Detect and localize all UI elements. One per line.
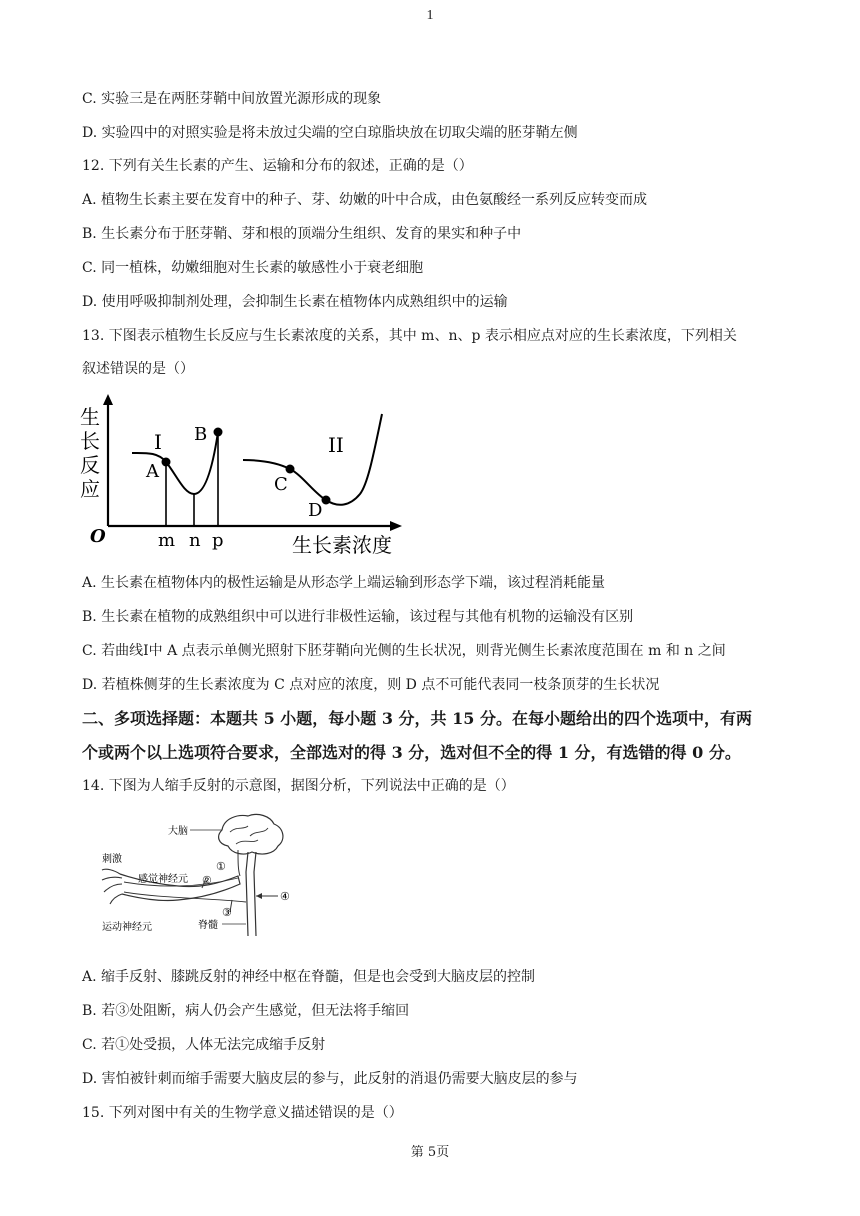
fig14-hand: [102, 869, 122, 904]
q14-stem: 14. 下图为人缩手反射的示意图，据图分析，下列说法中正确的是（）: [82, 778, 515, 794]
fig14-label-spinal: 脊髓: [198, 920, 218, 931]
q15-stem: 15. 下列对图中有关的生物学意义描述错误的是（）: [82, 1105, 403, 1121]
fig14-brain-drawing: [219, 814, 283, 854]
fig14-label-stimulus: 刺激: [102, 854, 122, 865]
fig14-label-sensory: 感觉神经元: [138, 874, 188, 885]
q12-option-c: C. 同一植株，幼嫩细胞对生长素的敏感性小于衰老细胞: [82, 260, 424, 276]
footer-page-number: 第 5页: [410, 1145, 450, 1160]
fig13-ylabel-char-1: 生: [80, 405, 100, 429]
fig14-label-3: ③: [222, 906, 232, 919]
fig13-point-a-label: A: [146, 461, 159, 482]
fig14-label-motor: 运动神经元: [102, 922, 152, 933]
q13-option-d: D. 若植株侧芽的生长素浓度为 C 点对应的浓度，则 D 点不可能代表同一枝条顶芽的生长状况: [82, 677, 660, 693]
q13-stem-line1: 13. 下图表示植物生长反应与生长素浓度的关系，其中 m、n、p 表示相应点对应的生长素浓度，下列相关: [82, 328, 737, 344]
fig13-ylabel-char-2: 长: [80, 429, 100, 453]
fig13-point-c: [286, 465, 295, 474]
fig14-label-1: ①: [216, 860, 226, 873]
q13-option-c: C. 若曲线Ⅰ中 A 点表示单侧光照射下胚芽鞘向光侧的生长状况，则背光侧生长素浓度范围在 m 和 n 之间: [82, 643, 726, 659]
q13-option-a: A. 生长素在植物体内的极性运输是从形态学上端运输到形态学下端，该过程消耗能量: [82, 575, 606, 591]
fig13-point-b: [214, 428, 223, 437]
section-2-heading-line2: 个或两个以上选项符合要求，全部选对的得 3 分，选对但不全的得 1 分，有选错的得 0 分。: [82, 743, 741, 762]
q12-option-a: A. 植物生长素主要在发育中的种子、芽、幼嫩的叶中合成，由色氨酸经一系列反应转变而成: [82, 192, 648, 208]
fig13-point-d-label: D: [308, 500, 323, 521]
fig13-tick-p: p: [212, 530, 224, 551]
header-page-number: 1: [426, 8, 434, 23]
q13-stem-line2: 叙述错误的是（）: [82, 361, 194, 377]
fig13-origin: O: [90, 526, 106, 547]
q14-option-d: D. 害怕被针刺而缩手需要大脑皮层的参与，此反射的消退仍需要大脑皮层的参与: [82, 1071, 578, 1087]
q14-option-c: C. 若①处受损，人体无法完成缩手反射: [82, 1037, 326, 1053]
fig13-ylabel-char-3: 反: [80, 453, 100, 477]
fig14-spinal-cord: [246, 852, 256, 936]
fig13-curve-1-label: I: [154, 430, 162, 454]
fig13-point-d: [322, 496, 331, 505]
fig13-curve-2: [243, 414, 382, 505]
q12-stem: 12. 下列有关生长素的产生、运输和分布的叙述，正确的是（）: [82, 158, 473, 174]
fig14-label-2: ②: [202, 874, 212, 887]
fig13-curve-2-label: II: [328, 433, 344, 457]
fig14-label-4: ④: [280, 890, 290, 903]
q14-option-b: B. 若③处阻断，病人仍会产生感觉，但无法将手缩回: [82, 1003, 410, 1019]
fig14-arrow-4-head: [256, 893, 262, 899]
q14-figure: [98, 812, 308, 938]
q11-option-d: D. 实验四中的对照实验是将未放过尖端的空白琼脂块放在切取尖端的胚芽鞘左侧: [82, 125, 578, 141]
fig13-point-c-label: C: [274, 474, 288, 495]
fig13-xlabel: 生长素浓度: [292, 533, 392, 557]
section-2-heading-line1: 二、多项选择题：本题共 5 小题，每小题 3 分，共 15 分。在每小题给出的四个选项中，有两: [82, 709, 752, 728]
fig13-point-a: [162, 458, 171, 467]
q13-figure: [80, 390, 410, 558]
q12-option-b: B. 生长素分布于胚芽鞘、芽和根的顶端分生组织、发育的果实和种子中: [82, 226, 522, 242]
fig14-label-brain: 大脑: [168, 826, 188, 837]
fig13-x-arrow: [390, 521, 402, 531]
fig13-ylabel-char-4: 应: [80, 477, 100, 501]
q13-option-b: B. 生长素在植物的成熟组织中可以进行非极性运输，该过程与其他有机物的运输没有区别: [82, 609, 634, 625]
fig13-point-b-label: B: [194, 424, 208, 445]
fig13-tick-n: n: [189, 530, 201, 551]
q12-option-d: D. 使用呼吸抑制剂处理，会抑制生长素在植物体内成熟组织中的运输: [82, 294, 508, 310]
fig13-tick-m: m: [158, 530, 176, 551]
fig13-y-arrow: [103, 394, 113, 405]
q14-option-a: A. 缩手反射、膝跳反射的神经中枢在脊髓，但是也会受到大脑皮层的控制: [82, 969, 536, 985]
q11-option-c: C. 实验三是在两胚芽鞘中间放置光源形成的现象: [82, 91, 382, 107]
